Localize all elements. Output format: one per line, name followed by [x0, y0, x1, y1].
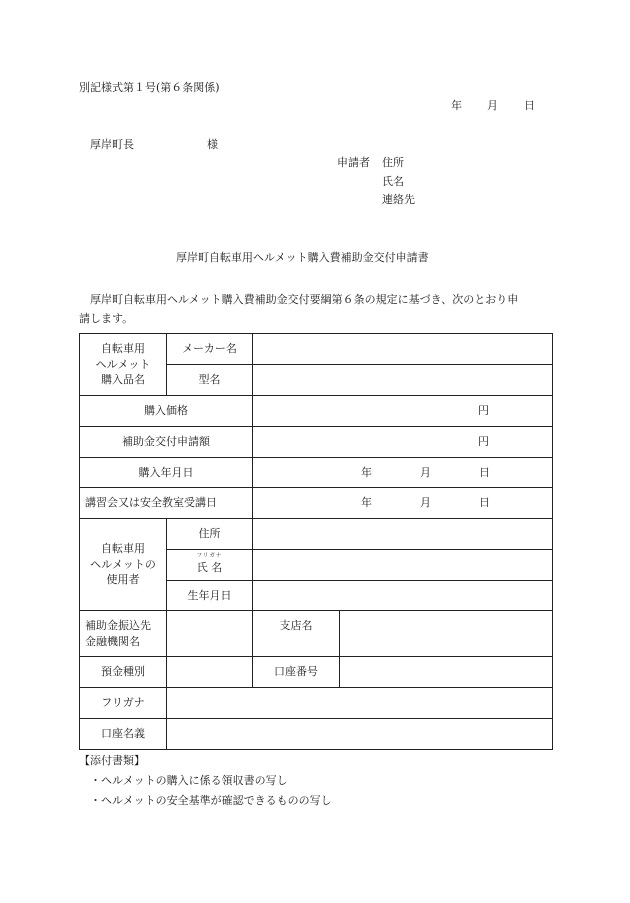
user-group-label: 自転車用 ヘルメットの 使用者 [80, 519, 167, 611]
maker-value-cell[interactable] [253, 334, 553, 365]
addressee-honorific: 様 [207, 138, 218, 151]
year-unit: 年 [361, 496, 372, 510]
account-holder-cell[interactable] [167, 719, 553, 750]
intro-line-1: 厚岸町自転車用ヘルメット購入費補助金交付要綱第６条の規定に基づき、次のとおり申 [90, 293, 519, 306]
maker-label: メーカー名 [167, 334, 253, 365]
day-unit: 日 [479, 496, 490, 510]
application-table [79, 333, 553, 750]
day-unit: 日 [479, 465, 490, 479]
attachments-heading: 【添付書類】 [79, 754, 145, 767]
attachment-item: ・ヘルメットの安全基準が確認できるものの写し [90, 794, 332, 807]
course-date-cell[interactable] [253, 488, 553, 519]
furigana-cell[interactable] [167, 688, 553, 719]
attachment-item: ・ヘルメットの購入に係る領収書の写し [90, 774, 288, 787]
price-label: 購入価格 [80, 396, 253, 427]
deposit-type-label: 預金種別 [80, 657, 167, 688]
account-number-cell[interactable] [340, 657, 553, 688]
date-month-label: 月 [487, 99, 498, 112]
month-unit: 月 [420, 465, 431, 479]
model-label: 型名 [167, 365, 253, 396]
subsidy-label: 補助金交付申請額 [80, 427, 253, 458]
user-address-cell[interactable] [253, 519, 553, 550]
addressee-name: 厚岸町長 [90, 138, 134, 151]
applicant-address-label: 住所 [382, 156, 404, 169]
user-name-label: フリガナ 氏 名 [167, 550, 253, 581]
applicant-name-label: 氏名 [382, 175, 404, 188]
user-name-furigana: フリガナ [196, 552, 223, 559]
branch-label: 支店名 [253, 611, 340, 657]
applicant-label: 申請者 [337, 156, 370, 169]
deposit-type-cell[interactable] [167, 657, 253, 688]
applicant-contact-label: 連絡先 [382, 193, 415, 206]
course-date-label: 講習会又は安全教室受講日 [80, 488, 253, 519]
month-unit: 月 [420, 496, 431, 510]
purchase-date-cell[interactable] [253, 458, 553, 488]
year-unit: 年 [361, 465, 372, 479]
yen-unit: 円 [478, 435, 489, 449]
date-day-label: 日 [524, 99, 535, 112]
yen-unit: 円 [478, 404, 489, 418]
page-title: 厚岸町自転車用ヘルメット購入費補助金交付申請書 [176, 251, 429, 264]
date-year-label: 年 [451, 99, 462, 112]
helmet-group-label: 自転車用 ヘルメット 購入品名 [80, 334, 167, 396]
form-number: 別記様式第１号(第６条関係) [79, 81, 220, 94]
account-holder-label: 口座名義 [80, 719, 167, 750]
intro-line-2: 請します。 [79, 312, 134, 325]
purchase-date-label: 購入年月日 [80, 458, 253, 488]
user-name-cell[interactable] [253, 550, 553, 581]
birthdate-cell[interactable] [253, 581, 553, 611]
bank-label: 補助金振込先 金融機関名 [80, 611, 167, 657]
price-value-cell[interactable] [253, 396, 553, 427]
user-address-label: 住所 [167, 519, 253, 550]
bank-name-cell[interactable] [167, 611, 253, 657]
branch-value-cell[interactable] [340, 611, 553, 657]
subsidy-value-cell[interactable] [253, 427, 553, 458]
account-number-label: 口座番号 [253, 657, 340, 688]
model-value-cell[interactable] [253, 365, 553, 396]
birthdate-label: 生年月日 [167, 581, 253, 611]
furigana-label: フリガナ [80, 688, 167, 719]
